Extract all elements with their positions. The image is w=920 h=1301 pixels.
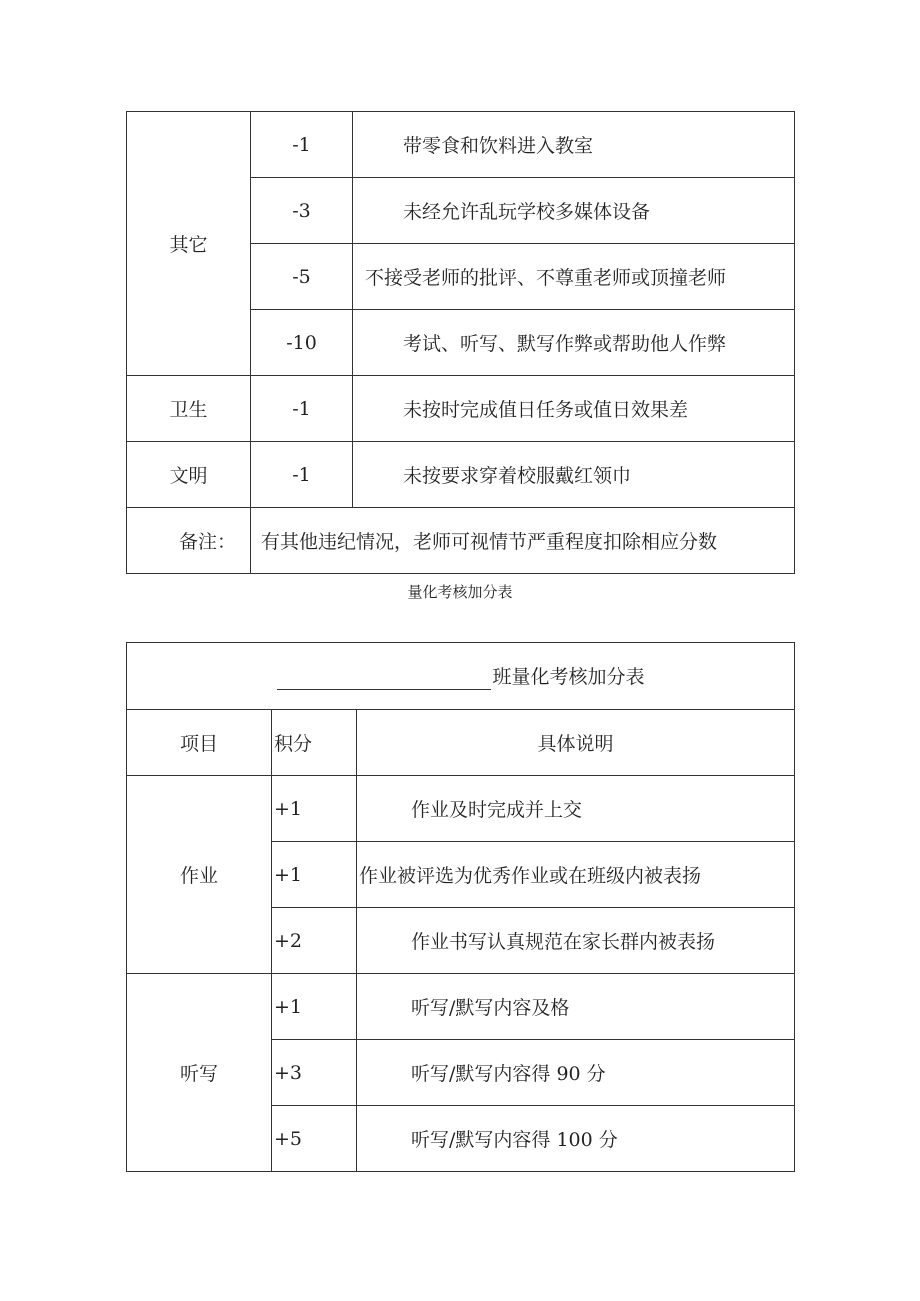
description-cell: 未经允许乱玩学校多媒体设备 <box>353 178 795 244</box>
table-title: 班量化考核加分表 <box>492 666 645 689</box>
description-cell: 听写/默写内容得 90 分 <box>357 1040 795 1106</box>
description-cell: 带零食和饮料进入教室 <box>353 112 795 178</box>
table-title-cell <box>127 643 795 710</box>
category-cell: 其它 <box>127 112 251 376</box>
score-cell: -1 <box>251 376 353 442</box>
table-row <box>127 776 795 842</box>
header-score: 积分 <box>272 710 357 776</box>
category-cell: 文明 <box>127 442 251 508</box>
note-label: 备注： <box>127 508 251 574</box>
deduction-table <box>126 111 795 574</box>
header-row <box>127 710 795 776</box>
description-cell: 听写/默写内容得 100 分 <box>357 1106 795 1172</box>
score-cell: -10 <box>251 310 353 376</box>
description-cell: 作业及时完成并上交 <box>357 776 795 842</box>
note-row <box>127 508 795 574</box>
score-cell: -1 <box>251 442 353 508</box>
description-cell: 听写/默写内容及格 <box>357 974 795 1040</box>
score-cell: -3 <box>251 178 353 244</box>
category-cell: 作业 <box>127 776 272 974</box>
class-name-blank <box>277 667 491 690</box>
note-text: 有其他违纪情况，老师可视情节严重程度扣除相应分数 <box>251 508 795 574</box>
table-caption: 量化考核加分表 <box>407 583 513 601</box>
bonus-table <box>126 642 795 1172</box>
description-cell: 作业被评选为优秀作业或在班级内被表扬 <box>357 842 795 908</box>
category-cell: 卫生 <box>127 376 251 442</box>
table-row <box>127 442 795 508</box>
description-cell: 未按要求穿着校服戴红领巾 <box>353 442 795 508</box>
description-cell: 作业书写认真规范在家长群内被表扬 <box>357 908 795 974</box>
title-row <box>127 643 795 710</box>
score-cell: +1 <box>272 776 357 842</box>
score-cell: +1 <box>272 974 357 1040</box>
score-cell: +1 <box>272 842 357 908</box>
description-cell: 未按时完成值日任务或值日效果差 <box>353 376 795 442</box>
header-description: 具体说明 <box>357 710 795 776</box>
description-cell: 考试、听写、默写作弊或帮助他人作弊 <box>353 310 795 376</box>
header-item: 项目 <box>127 710 272 776</box>
score-cell: -5 <box>251 244 353 310</box>
table-row <box>127 376 795 442</box>
score-cell: +5 <box>272 1106 357 1172</box>
description-cell: 不接受老师的批评、不尊重老师或顶撞老师 <box>353 244 795 310</box>
score-cell: +2 <box>272 908 357 974</box>
table-row <box>127 974 795 1040</box>
category-cell: 听写 <box>127 974 272 1172</box>
score-cell: -1 <box>251 112 353 178</box>
table-row <box>127 112 795 178</box>
score-cell: +3 <box>272 1040 357 1106</box>
